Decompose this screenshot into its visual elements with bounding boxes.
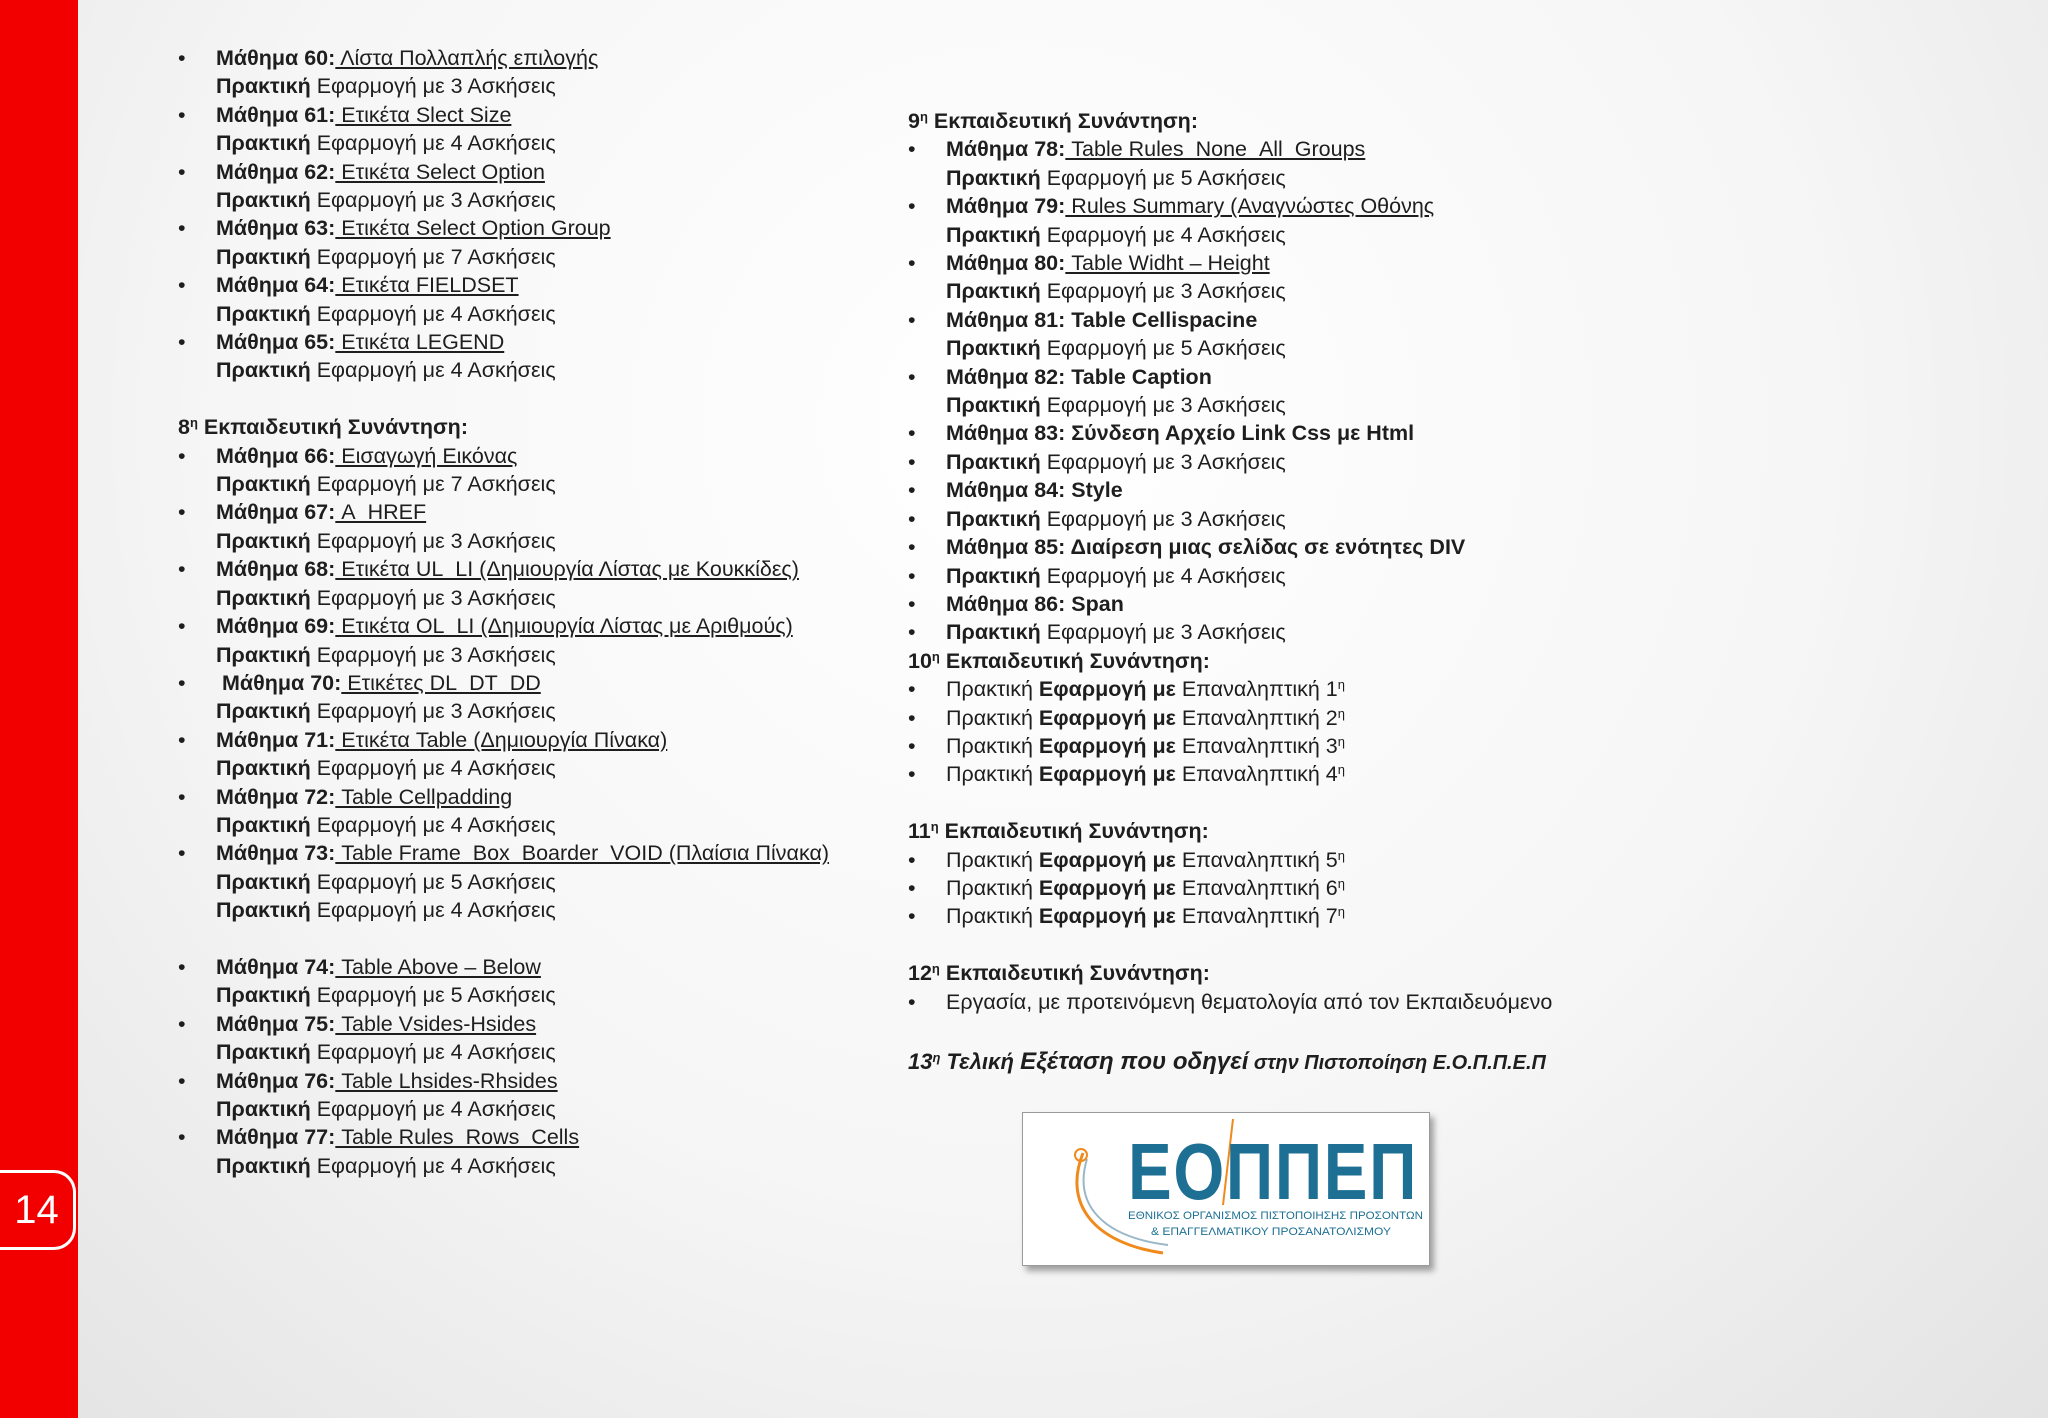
practice-line: Πρακτική Εφαρμογή με 4 Ασκήσεις: [216, 812, 556, 837]
page-number-badge: [0, 1170, 76, 1250]
lesson-item: • Μάθημα 78: Table Rules_None_All_Groups: [908, 135, 1728, 163]
practice-line: Πρακτική Εφαρμογή με 4 Ασκήσεις: [216, 131, 556, 156]
practice-line: Πρακτική Εφαρμογή με 4 Ασκήσεις: [216, 1097, 556, 1121]
practice-line: Πρακτική Εφαρμογή με 3 Ασκήσεις: [216, 699, 556, 724]
practice-line: • Πρακτική Εφαρμογή με 3 Ασκήσεις: [908, 618, 1728, 646]
spacer: [178, 925, 898, 953]
practice-line: Πρακτική Εφαρμογή με 5 Ασκήσεις: [946, 165, 1286, 190]
review-item: • Πρακτική Εφαρμογή με Επαναληπτική $4^\eta$: [908, 760, 1728, 788]
left-column: [178, 44, 898, 1180]
lesson-item: • Μάθημα 66: Εισαγωγή Εικόνας: [178, 442, 898, 470]
session-heading: $11^\eta$ Εκπαιδευτική Συνάντηση:: [908, 819, 1209, 844]
practice-line: Πρακτική Εφαρμογή με 5 Ασκήσεις: [216, 869, 556, 894]
practice-line: Πρακτική Εφαρμογή με 3 Ασκήσεις: [216, 528, 556, 553]
practice-line: Πρακτική Εφαρμογή με 5 Ασκήσεις: [216, 983, 556, 1008]
assignment-item: • Εργασία, με προτεινόμενη θεματολογία από τον Εκπαιδευόμενο: [908, 988, 1728, 1016]
logo-line1: ΕΘΝΙΚΟΣ ΟΡΓΑΝΙΣΜΟΣ ΠΙΣΤΟΠΟΙΗΣΗΣ ΠΡΟΣΟΝΤΩΝ: [1128, 1210, 1424, 1222]
spacer: [908, 789, 1728, 817]
lesson-item: • Μάθημα 79: Rules Summary (Αναγνώστες Οθόνης: [908, 192, 1728, 220]
eoppep-logo: [1022, 1112, 1430, 1266]
lesson-item: • Μάθημα 67: A_HREF: [178, 498, 898, 526]
practice-line: • Πρακτική Εφαρμογή με 3 Ασκήσεις: [908, 505, 1728, 533]
practice-line: Πρακτική Εφαρμογή με 3 Ασκήσεις: [946, 393, 1286, 418]
practice-line: Πρακτική Εφαρμογή με 4 Ασκήσεις: [216, 898, 556, 923]
review-item: • Πρακτική Εφαρμογή με Επαναληπτική $6^\eta$: [908, 874, 1728, 902]
review-item: • Πρακτική Εφαρμογή με Επαναληπτική $5^\eta$: [908, 846, 1728, 874]
lesson-item: • Μάθημα 71: Ετικέτα Table (Δημιουργία Πίνακα): [178, 726, 898, 754]
final-exam-heading: $13^\eta$ Τελική Εξέταση που οδηγεί στην Πιστοποίηση Ε.Ο.Π.Π.Ε.Π: [908, 1048, 1546, 1076]
practice-line: Πρακτική Εφαρμογή με 4 Ασκήσεις: [216, 1040, 556, 1065]
practice-line: Πρακτική Εφαρμογή με 7 Ασκήσεις: [216, 244, 556, 269]
session-heading: $9^\eta$ Εκπαιδευτική Συνάντηση:: [908, 109, 1198, 133]
lesson-item: • Μάθημα 63: Ετικέτα Select Option Group: [178, 214, 898, 242]
practice-line: • Πρακτική Εφαρμογή με 4 Ασκήσεις: [908, 562, 1728, 590]
lesson-item: • Μάθημα 77: Table Rules_Rows_Cells: [178, 1123, 898, 1151]
lesson-item: • Μάθημα 81: Table Cellispacine: [908, 306, 1728, 334]
review-item: • Πρακτική Εφαρμογή με Επαναληπτική $3^\eta$: [908, 732, 1728, 760]
lesson-item: • Μάθημα 76: Table Lhsides-Rhsides: [178, 1067, 898, 1095]
practice-line: Πρακτική Εφαρμογή με 3 Ασκήσεις: [216, 585, 556, 610]
lesson-item: • Μάθημα 80: Table Widht – Height: [908, 249, 1728, 277]
practice-line: Πρακτική Εφαρμογή με 3 Ασκήσεις: [216, 642, 556, 667]
session-heading: $12^\eta$ Εκπαιδευτική Συνάντηση:: [908, 961, 1210, 986]
lesson-item: • Μάθημα 60: Λίστα Πολλαπλής επιλογής: [178, 44, 898, 72]
lesson-item: • Μάθημα 64: Ετικέτα FIELDSET: [178, 271, 898, 299]
spacer: [908, 1016, 1728, 1044]
session-heading: $10^\eta$ Εκπαιδευτική Συνάντηση:: [908, 648, 1210, 673]
review-item: • Πρακτική Εφαρμογή με Επαναληπτική $7^\eta$: [908, 902, 1728, 930]
eoppep-logo-graphic: [1023, 1113, 1429, 1265]
lesson-item: • Μάθημα 68: Ετικέτα UL_LI (Δημιουργία Λίστας με Κουκκίδες): [178, 555, 898, 583]
practice-line: Πρακτική Εφαρμογή με 4 Ασκήσεις: [216, 358, 556, 383]
practice-line: Πρακτική Εφαρμογή με 7 Ασκήσεις: [216, 472, 556, 497]
lesson-item: • Μάθημα 72: Table Cellpadding: [178, 783, 898, 811]
lesson-item: • Μάθημα 75: Table Vsides-Hsides: [178, 1010, 898, 1038]
practice-line: • Πρακτική Εφαρμογή με 3 Ασκήσεις: [908, 448, 1728, 476]
lesson-item: • Μάθημα 83: Σύνδεση Αρχείο Link Css με Html: [908, 419, 1728, 447]
practice-line: Πρακτική Εφαρμογή με 4 Ασκήσεις: [216, 301, 556, 326]
practice-line: Πρακτική Εφαρμογή με 5 Ασκήσεις: [946, 336, 1286, 361]
lesson-item: • Μάθημα 85: Διαίρεση μιας σελίδας σε ενότητες DIV: [908, 533, 1728, 561]
review-item: • Πρακτική Εφαρμογή με Επαναληπτική $1^\eta$: [908, 675, 1728, 703]
lesson-item: • Μάθημα 70: Ετικέτες DL_DT_DD: [178, 669, 898, 697]
logo-title: ΕΟΠΠΕΠ: [1128, 1127, 1418, 1216]
practice-line: Πρακτική Εφαρμογή με 3 Ασκήσεις: [216, 74, 556, 99]
page-number: 14: [14, 1187, 59, 1232]
lesson-item: • Μάθημα 73: Table Frame_Box_Boarder_VOID (Πλαίσια Πίνακα): [178, 839, 898, 867]
lesson-item: • Μάθημα 86: Span: [908, 590, 1728, 618]
practice-line: Πρακτική Εφαρμογή με 3 Ασκήσεις: [216, 188, 556, 213]
spacer: [178, 385, 898, 413]
right-column: [908, 107, 1728, 1078]
practice-line: Πρακτική Εφαρμογή με 4 Ασκήσεις: [216, 756, 556, 781]
practice-line: Πρακτική Εφαρμογή με 4 Ασκήσεις: [946, 222, 1286, 247]
review-item: • Πρακτική Εφαρμογή με Επαναληπτική $2^\eta$: [908, 704, 1728, 732]
lesson-item: • Μάθημα 82: Table Caption: [908, 363, 1728, 391]
lesson-item: • Μάθημα 65: Ετικέτα LEGEND: [178, 328, 898, 356]
spacer: [908, 931, 1728, 959]
lesson-item: • Μάθημα 74: Table Above – Below: [178, 953, 898, 981]
lesson-item: • Μάθημα 61: Ετικέτα Slect Size: [178, 101, 898, 129]
session-heading: $8^\eta$ Εκπαιδευτική Συνάντηση:: [178, 415, 468, 440]
practice-line: Πρακτική Εφαρμογή με 4 Ασκήσεις: [216, 1153, 556, 1178]
lesson-item: • Μάθημα 62: Ετικέτα Select Option: [178, 158, 898, 186]
lesson-item: • Μάθημα 84: Style: [908, 476, 1728, 504]
logo-line2: & ΕΠΑΓΓΕΛΜΑΤΙΚΟΥ ΠΡΟΣΑΝΑΤΟΛΙΣΜΟΥ: [1151, 1226, 1392, 1238]
lesson-item: • Μάθημα 69: Ετικέτα OL_LI (Δημιουργία Λίστας με Αριθμούς): [178, 612, 898, 640]
practice-line: Πρακτική Εφαρμογή με 3 Ασκήσεις: [946, 279, 1286, 304]
